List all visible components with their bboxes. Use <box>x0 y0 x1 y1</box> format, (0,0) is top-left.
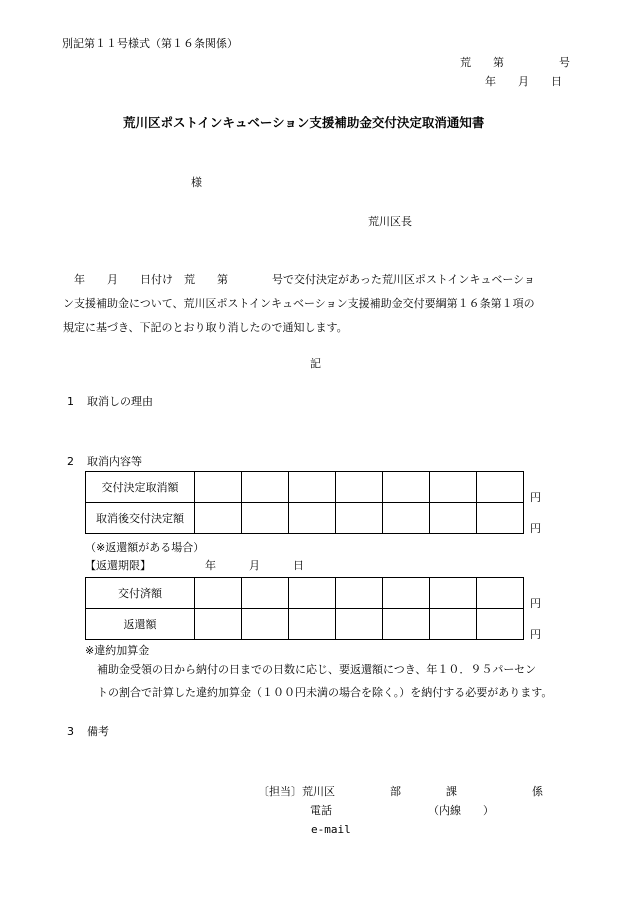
table-row <box>86 503 524 534</box>
digit-cell <box>383 609 430 640</box>
section3-number: 3 <box>67 725 74 738</box>
contact-department: 部 <box>390 785 401 798</box>
yen-unit: 円 <box>530 522 541 535</box>
digit-cell <box>477 472 524 503</box>
contact-section: 課 <box>446 785 457 798</box>
digit-cell <box>289 578 336 609</box>
penalty-label: ※違約加算金 <box>85 644 150 657</box>
paid-amount-label: 交付済額 <box>86 578 195 609</box>
deadline-date: 年 月 日 <box>205 559 304 572</box>
digit-cell <box>195 578 242 609</box>
digit-cell <box>477 578 524 609</box>
table-row <box>86 578 524 609</box>
section1-number: 1 <box>67 395 74 408</box>
digit-cell <box>336 578 383 609</box>
digit-cell <box>242 578 289 609</box>
addressee-suffix: 様 <box>191 176 202 189</box>
table-row <box>86 472 524 503</box>
penalty-line-2: トの割合で計算した違約加算金（１００円未満の場合を除く。）を納付する必要があります。 <box>97 686 553 699</box>
yen-unit: 円 <box>530 628 541 641</box>
penalty-line-1: 補助金受領の日から納付の日までの日数に応じ、要返還額につき、年１０．９５パーセン <box>97 663 537 676</box>
digit-cell <box>430 472 477 503</box>
digit-cell <box>383 472 430 503</box>
digit-cell <box>336 609 383 640</box>
digit-cell <box>477 503 524 534</box>
digit-cell <box>477 609 524 640</box>
form-label: 別記第１１号様式（第１６条関係） <box>62 37 238 50</box>
digit-cell <box>242 503 289 534</box>
body-line-1: 年 月 日付け 荒 第 号で交付決定があった荒川区ポストインキュベーショ <box>63 273 535 286</box>
remaining-amount-label: 取消後交付決定額 <box>86 503 195 534</box>
cancel-amount-label: 交付決定取消額 <box>86 472 195 503</box>
digit-cell <box>242 472 289 503</box>
digit-cell <box>383 578 430 609</box>
digit-cell <box>195 472 242 503</box>
document-number: 荒 第 号 <box>460 56 570 69</box>
issue-date: 年 月 日 <box>485 75 562 88</box>
refund-table <box>85 577 524 640</box>
section2-number: 2 <box>67 455 74 468</box>
digit-cell <box>195 609 242 640</box>
body-line-3: 規定に基づき、下記のとおり取り消したので通知します。 <box>63 321 348 334</box>
table-row <box>86 609 524 640</box>
refund-amount-label: 返還額 <box>86 609 195 640</box>
section1-label: 取消しの理由 <box>87 395 153 408</box>
digit-cell <box>430 503 477 534</box>
contact-unit: 係 <box>532 785 543 798</box>
digit-cell <box>289 609 336 640</box>
digit-cell <box>430 578 477 609</box>
digit-cell <box>195 503 242 534</box>
digit-cell <box>242 609 289 640</box>
yen-unit: 円 <box>530 491 541 504</box>
deadline-label: 【返還期限】 <box>85 559 151 572</box>
contact-phone-label: 電話 <box>310 804 332 817</box>
digit-cell <box>289 472 336 503</box>
contact-tanto: 〔担当〕荒川区 <box>258 785 335 798</box>
sender: 荒川区長 <box>368 215 412 228</box>
digit-cell <box>336 503 383 534</box>
cancel-amount-table <box>85 471 524 534</box>
digit-cell <box>289 503 336 534</box>
section3-label: 備考 <box>87 725 109 738</box>
digit-cell <box>336 472 383 503</box>
body-line-2: ン支援補助金について、荒川区ポストインキュベーション支援補助金交付要綱第１６条第１項の <box>63 297 535 310</box>
refund-note: （※返還額がある場合） <box>85 541 205 554</box>
document-title: 荒川区ポストインキュベーション支援補助金交付決定取消通知書 <box>123 115 485 130</box>
contact-extension: （内線 ） <box>428 804 494 817</box>
contact-email-label: e-mail <box>311 823 351 836</box>
section2-label: 取消内容等 <box>87 455 142 468</box>
ki-heading: 記 <box>310 357 321 370</box>
yen-unit: 円 <box>530 597 541 610</box>
digit-cell <box>430 609 477 640</box>
digit-cell <box>383 503 430 534</box>
